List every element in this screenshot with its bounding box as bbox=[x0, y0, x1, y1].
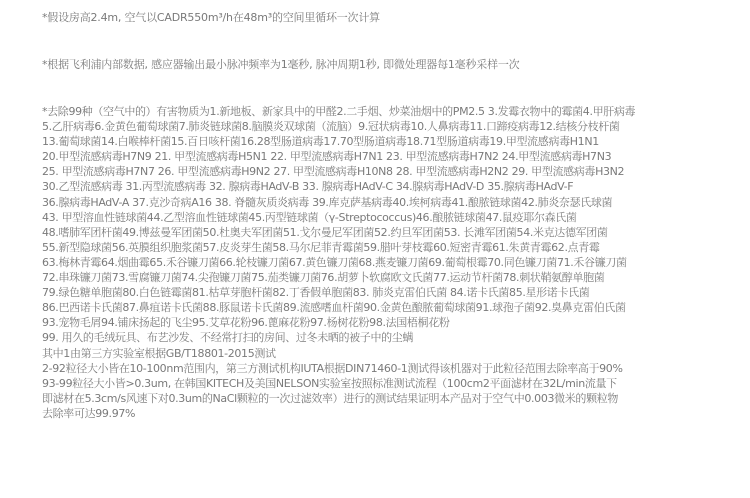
pollutant-removal-footnote bbox=[42, 104, 742, 421]
footnote-line: 55.新型隐球菌56.英膜组织胞浆菌57.皮炎芽生菌58.马尔尼菲青霉菌59.腊叶芽枝霉60.短密青霉61.朱黄青霉62.点青霉 bbox=[42, 240, 600, 254]
sensor-sampling-footnote: *根据飞利浦内部数据, 感应器输出最小脉冲频率为1毫秒, 脉冲周期1秒, 即微处理器每1毫秒采样一次 bbox=[42, 58, 520, 71]
footnote-line: 99. 用久的毛绒玩具、布艺沙发、不经常打扫的房间、过冬未晒的被子中的尘螨 bbox=[42, 331, 414, 345]
footnote-line: 20.甲型流感病毒H7N9 21. 甲型流感病毒H5N1 22. 甲型流感病毒H7N1 23. 甲型流感病毒H7N2 24.甲型流感病毒H7N3 bbox=[42, 150, 612, 164]
footnote-line: 去除率可达99.97% bbox=[42, 406, 136, 420]
footnote-line: 13.葡萄球菌14.白喉棒杆菌15.百日咳杆菌16.28型肠道病毒17.70型肠道病毒18.71型肠道病毒19.甲型流感病毒H1N1 bbox=[42, 135, 599, 149]
footnote-line: 72.串珠镰刀菌73.雪腐镰刀菌74.尖孢镰刀菌75.茄类镰刀菌76.胡萝卜软腐欧文氏菌77.运动节杆菌78.刺状鞘氨醇单胞菌 bbox=[42, 271, 605, 285]
footnote-line: 5.乙肝病毒6.金黄色葡萄球菌7.肺炎链球菌8.脑膜炎双球菌（流脑）9.冠状病毒10.人鼻病毒11.口蹄疫病毒12.结核分枝杆菌 bbox=[42, 120, 620, 134]
room-volume-footnote: *假设房高2.4m, 空气以CADR550m³/h在48m³的空间里循环一次计算 bbox=[42, 11, 380, 24]
footnote-line: 43. 甲型溶血性链球菌44.乙型溶血性链球菌45.丙型链球菌（γ-Streptococcus)46.酿脓链球菌47.鼠疫耶尔森氏菌 bbox=[42, 210, 577, 224]
footnote-line: *去除99种（空气中的）有害物质为1.新地板、新家具中的甲醛2.二手烟、炒菜油烟中的PM2.5 3.发霉衣物中的霉菌4.甲肝病毒 bbox=[42, 105, 636, 118]
footnote-line: 93.宠物毛屑94.铺床扬起的飞尘95.艾草花粉96.蓖麻花粉97.杨树花粉98.法国梧桐花粉 bbox=[42, 316, 450, 330]
footnote-line: 即滤材在5.3cm/s风速下对0.3um的NaCl颗粒的一次过滤效率）进行的测试结果证明本产品对于空气中0.003微米的颗粒物 bbox=[42, 391, 619, 405]
footnote-line: 2-92粒径大小皆在10-100nm范围内，第三方测试机构IUTA根据DIN71460-1测试得该机器对于此粒径范围去除率高于90% bbox=[42, 361, 623, 375]
footnote-line: 93-99粒径大小皆>0.3um, 在韩国KITECH及美国NELSON实验室按照标准测试流程（100cm2平面滤材在32L/min流量下 bbox=[42, 376, 617, 390]
footnote-line: 25. 甲型流感病毒H7N7 26. 甲型流感病毒H9N2 27. 甲型流感病毒H10N8 28. 甲型流感病毒H2N2 29. 甲型流感病毒H3N2 bbox=[42, 165, 625, 179]
footnote-line: 79.绿色糖单胞菌80.白色链霉菌81.枯草芽胞杆菌82.丁香假单胞菌83. 肺炎克雷伯氏菌 84.诺卡氏菌85.星形诺卡氏菌 bbox=[42, 286, 590, 300]
footnote-line: 48.嗜肺军团杆菌49.博兹曼军团菌50.杜奥夫军团菌51.戈尔曼尼军团菌52.约旦军团菌53. 长滩军团菌54.米克达德军团菌 bbox=[42, 225, 608, 239]
footnote-line: 30.乙型流感病毒 31.丙型流感病毒 32. 腺病毒HAdV-B 33. 腺病毒HAdV-C 34.腺病毒HAdV-D 35.腺病毒HAdV-F bbox=[42, 180, 574, 194]
footnote-line: 63.梅林青霉64.烟曲霉65.禾谷镰刀菌66.轮枝镰刀菌67.黄色镰刀菌68.燕麦镰刀菌69.葡萄根霉70.同色镰刀菌71.禾谷镰刀菌 bbox=[42, 255, 627, 269]
footnote-line: 其中1由第三方实验室根据GB/T18801-2015测试 bbox=[42, 346, 276, 360]
footnote-line: 36.腺病毒HAdV-A 37.克沙奇病A16 38. 脊髓灰质炎病毒 39.库克萨基病毒40.埃柯病毒41.酿脓链球菌42.肺炎奈瑟氏球菌 bbox=[42, 195, 613, 209]
footnote-line: 86.巴西诺卡氏菌87.鼻疽诺卡氏菌88.豚鼠诺卡氏菌89.流感嗜血杆菌90.金黄色酿脓葡萄球菌91.球孢子菌92.臭鼻克雷伯氏菌 bbox=[42, 301, 626, 315]
